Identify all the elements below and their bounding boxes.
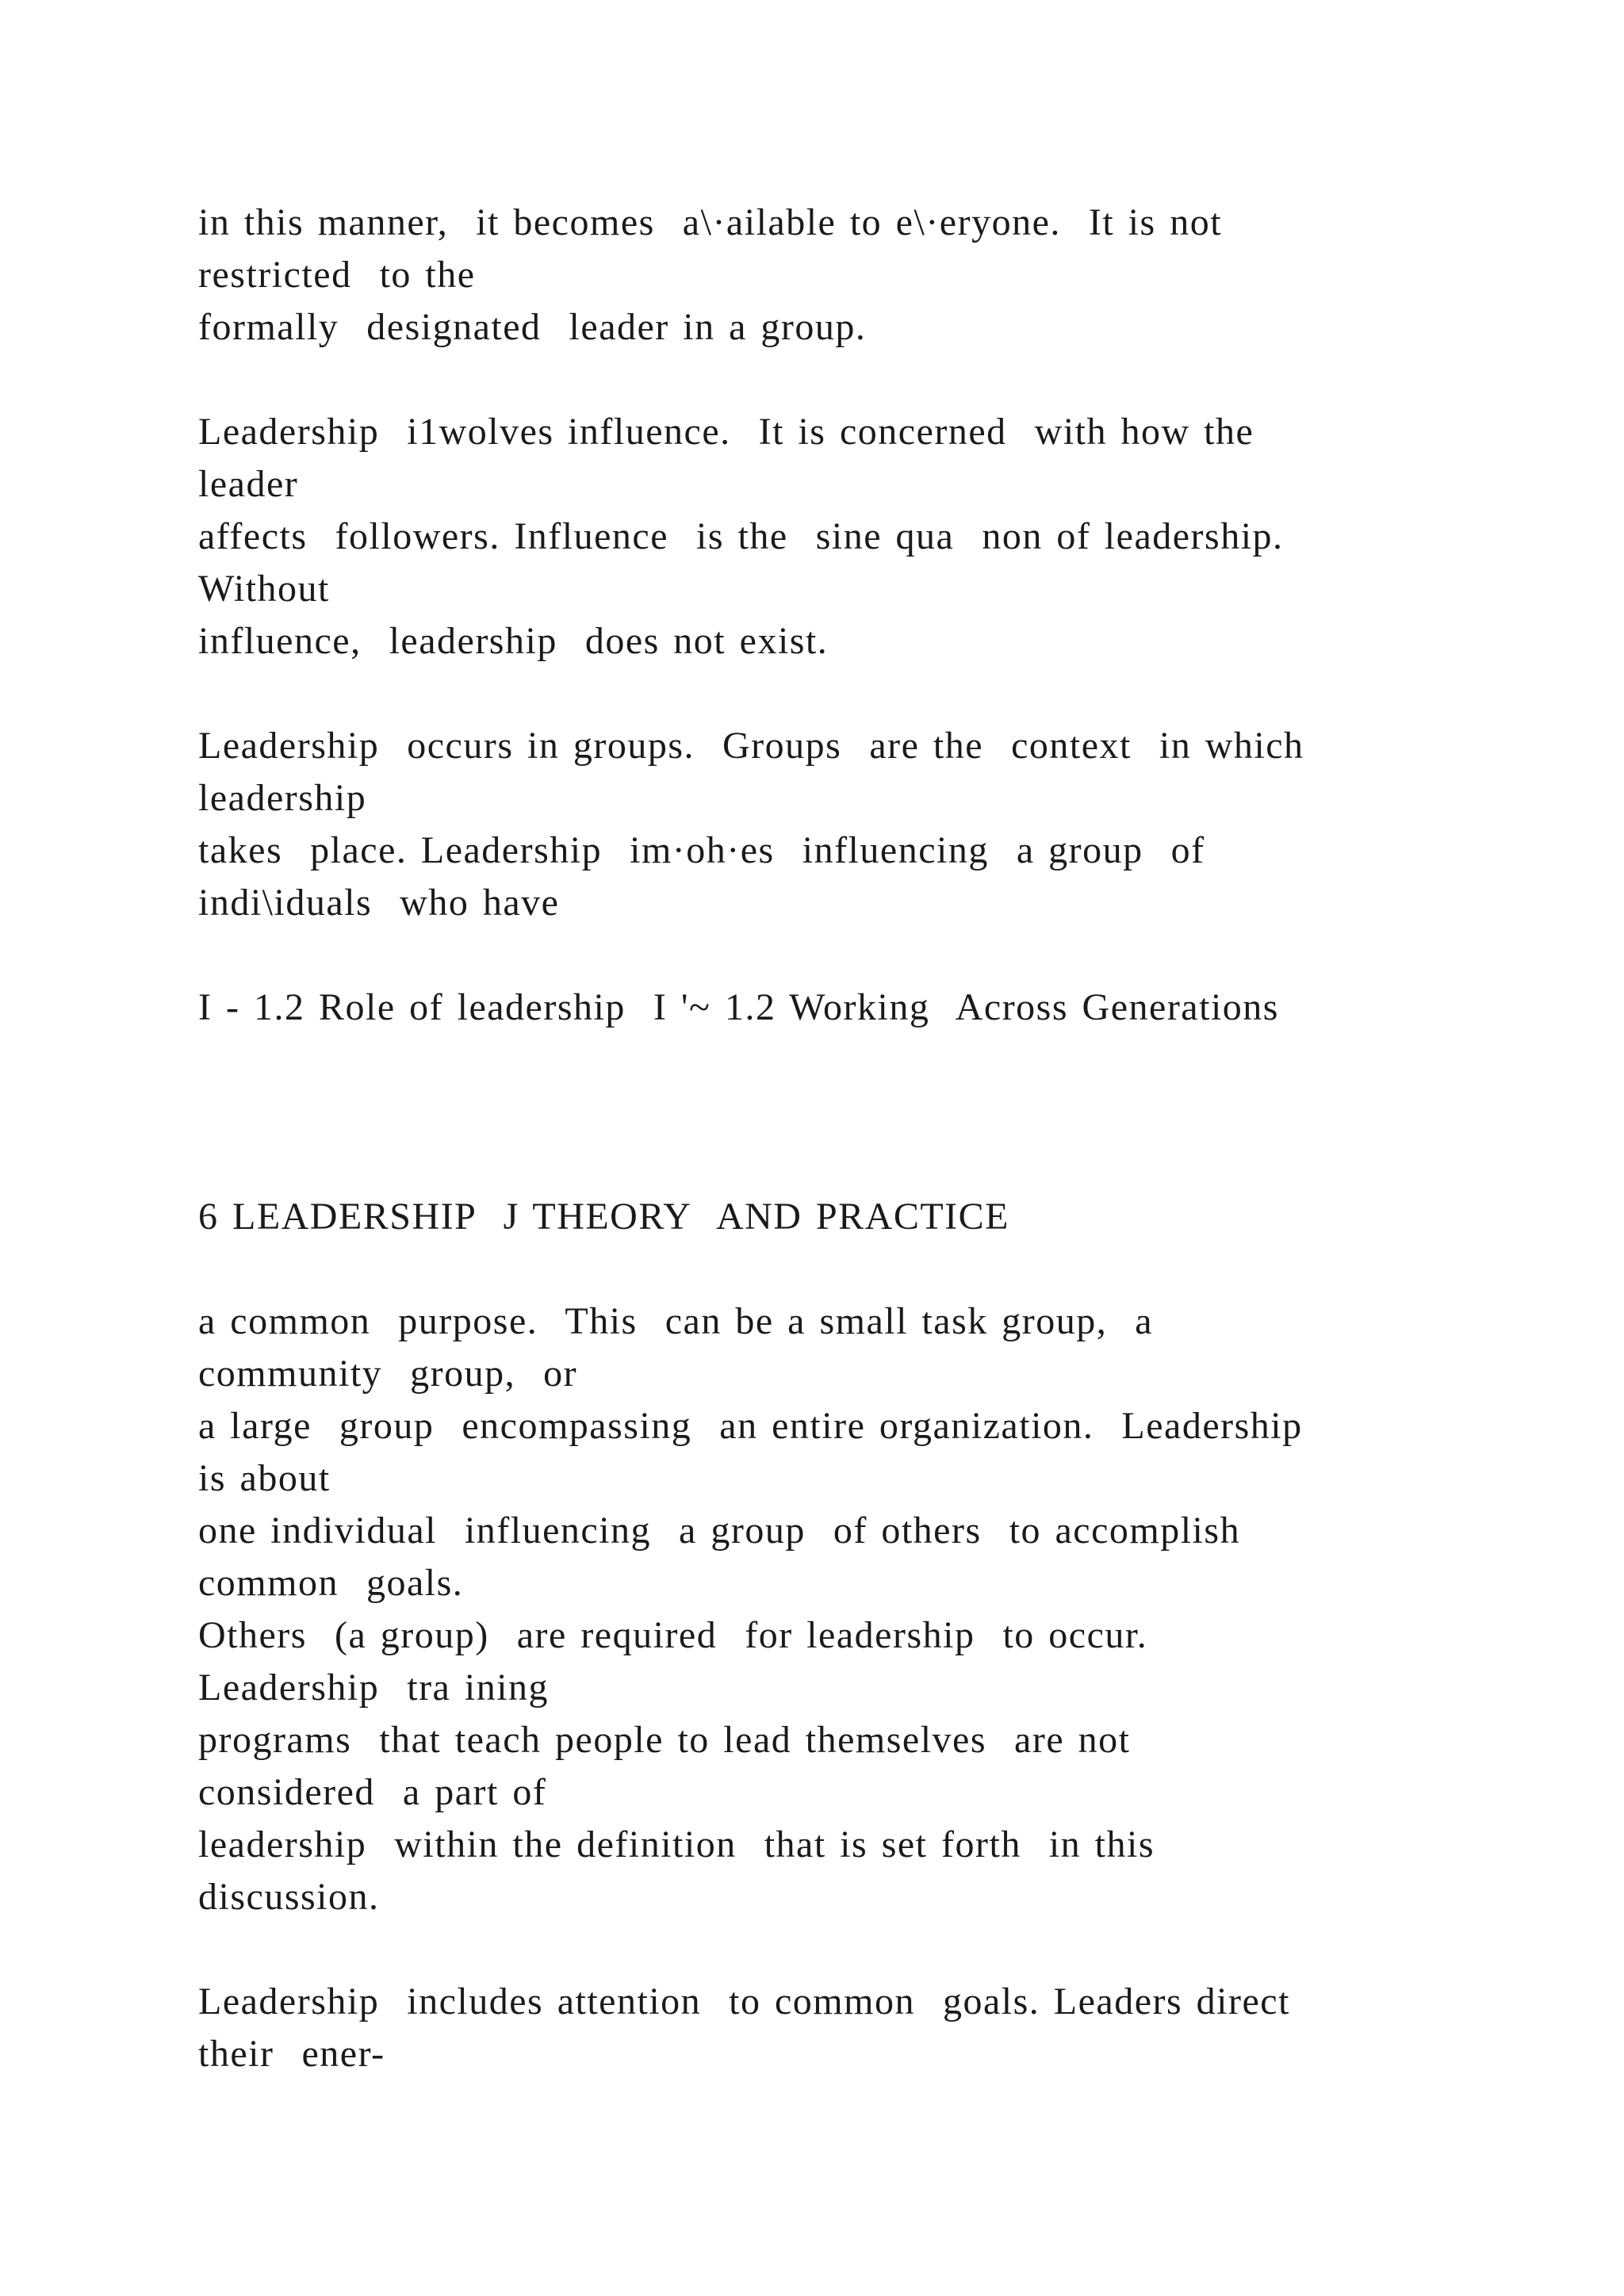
paragraph-gap	[198, 929, 1467, 982]
text-line: formally designated leader in a group.	[198, 306, 867, 348]
text-line: leadership	[198, 777, 367, 819]
paragraph-groups	[198, 720, 1467, 929]
text-line: restricted to the	[198, 254, 476, 296]
text-line: Without	[198, 568, 330, 610]
text-line: leadership within the definition that is set forth in this	[198, 1823, 1155, 1866]
text-line: Leadership i1wolves influence. It is concerned with how the	[198, 411, 1254, 453]
paragraph-gap	[198, 668, 1467, 720]
text-line: their ener-	[198, 2033, 385, 2075]
text-line: discussion.	[198, 1876, 380, 1918]
text-line: influence, leadership does not exist.	[198, 620, 829, 662]
text-line: takes place. Leadership im·oh·es influencing a group of	[198, 829, 1205, 871]
text-line: affects followers. Influence is the sine qua non of leadership.	[198, 515, 1284, 557]
text-line: is about	[198, 1457, 331, 1499]
text-line: Others (a group) are required for leadership to occur.	[198, 1614, 1148, 1656]
text-line: community group, or	[198, 1353, 578, 1395]
text-line: a large group encompassing an entire organization. Leadership	[198, 1405, 1303, 1447]
text-line: programs that teach people to lead themselves are not	[198, 1719, 1131, 1761]
paragraph-common-goals	[198, 1976, 1467, 2080]
section-links	[198, 982, 1467, 1034]
text-line: Leadership tra ining	[198, 1667, 550, 1709]
page-break-gap	[198, 1034, 1467, 1191]
text-line: in this manner, it becomes a\·ailable to e\·eryone. It is not	[198, 201, 1223, 243]
document-body	[198, 197, 1467, 2080]
running-header	[198, 1191, 1467, 1243]
text-line: one individual influencing a group of others to accomplish	[198, 1510, 1241, 1552]
paragraph-gap	[198, 1923, 1467, 1976]
text-line: common goals.	[198, 1562, 464, 1604]
text-line: 6 LEADERSHIP J THEORY AND PRACTICE	[198, 1196, 1009, 1238]
text-line: I - 1.2 Role of leadership I '~ 1.2 Working Across Generations	[198, 986, 1279, 1028]
text-line: leader	[198, 463, 299, 505]
text-line: considered a part of	[198, 1771, 547, 1813]
text-line: indi\iduals who have	[198, 882, 560, 924]
paragraph-gap	[198, 1243, 1467, 1295]
text-line: a common purpose. This can be a small task group, a	[198, 1300, 1154, 1342]
paragraph-influence	[198, 406, 1467, 668]
text-line: Leadership includes attention to common goals. Leaders direct	[198, 1980, 1290, 2022]
paragraph-common-purpose	[198, 1295, 1467, 1923]
text-line: Leadership occurs in groups. Groups are the context in which	[198, 725, 1304, 767]
paragraph-availability	[198, 197, 1467, 354]
paragraph-gap	[198, 354, 1467, 406]
